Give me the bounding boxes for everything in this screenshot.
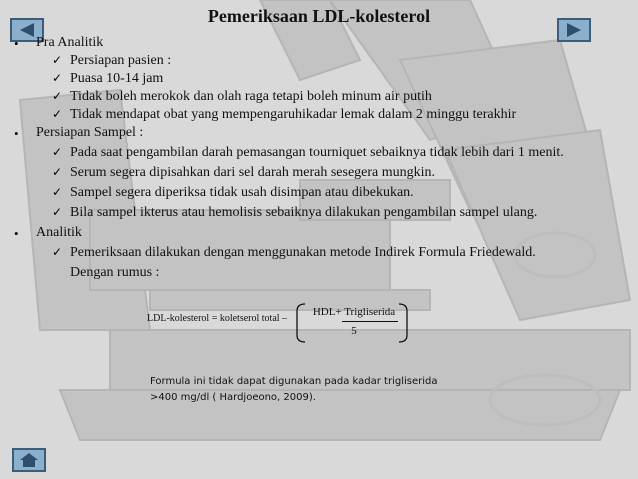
bullet-icon: •: [14, 126, 19, 141]
formula-note: [150, 374, 438, 406]
list-item: Tidak mendapat obat yang mempengaruhikadar lemak dalam 2 minggu terakhir: [70, 107, 517, 122]
note-line: Formula ini tidak dapat digunakan pada kadar trigliserida: [150, 376, 438, 387]
list-item: Puasa 10-14 jam: [70, 71, 164, 86]
list-item-continuation: Dengan rumus :: [70, 265, 160, 280]
checkmark-icon: ✓: [52, 185, 63, 199]
list-item: Sampel segera diperiksa tidak usah disimpan atau dibekukan.: [70, 185, 414, 200]
list-item: Bila sampel ikterus atau hemolisis sebaiknya dilakukan pengambilan sampel ulang.: [70, 205, 538, 220]
friedewald-formula: [147, 301, 412, 345]
note-line: >400 mg/dl ( Hardjoeono, 2009).: [150, 392, 316, 403]
checkmark-icon: ✓: [52, 205, 63, 219]
checkmark-icon: ✓: [52, 71, 63, 85]
checkmark-icon: ✓: [52, 245, 63, 259]
home-icon: [19, 452, 39, 468]
formula-lhs: LDL-kolesterol = koletserol total –: [147, 313, 288, 324]
list-item: Serum segera dipisahkan dari sel darah merah sesegera mungkin.: [70, 165, 436, 180]
checkmark-icon: ✓: [52, 53, 63, 67]
list-item: Pemeriksaan dilakukan dengan menggunakan metode Indirek Formula Friedewald.: [70, 245, 536, 260]
bullet-icon: •: [14, 226, 19, 241]
checkmark-icon: ✓: [52, 89, 63, 103]
section-label: Pra Analitik: [36, 35, 104, 50]
home-button[interactable]: [12, 448, 46, 472]
bullet-icon: •: [14, 36, 19, 51]
section-label: Persiapan Sampel :: [36, 125, 144, 140]
checkmark-icon: ✓: [52, 107, 63, 121]
fraction-line: [342, 321, 398, 322]
formula-denominator: 5: [351, 325, 357, 337]
formula-numerator: HDL+ Trigliserida: [312, 306, 396, 318]
slide-title: Pemeriksaan LDL-kolesterol: [207, 6, 431, 26]
list-item: Tidak boleh merokok dan olah raga tetapi boleh minum air putih: [70, 89, 432, 104]
checkmark-icon: ✓: [52, 145, 63, 159]
section-label: Analitik: [36, 225, 82, 240]
list-item: Persiapan pasien :: [70, 53, 172, 68]
checkmark-icon: ✓: [52, 165, 63, 179]
list-item: Pada saat pengambilan darah pemasangan tourniquet sebaiknya tidak lebih dari 1 menit.: [70, 145, 564, 160]
